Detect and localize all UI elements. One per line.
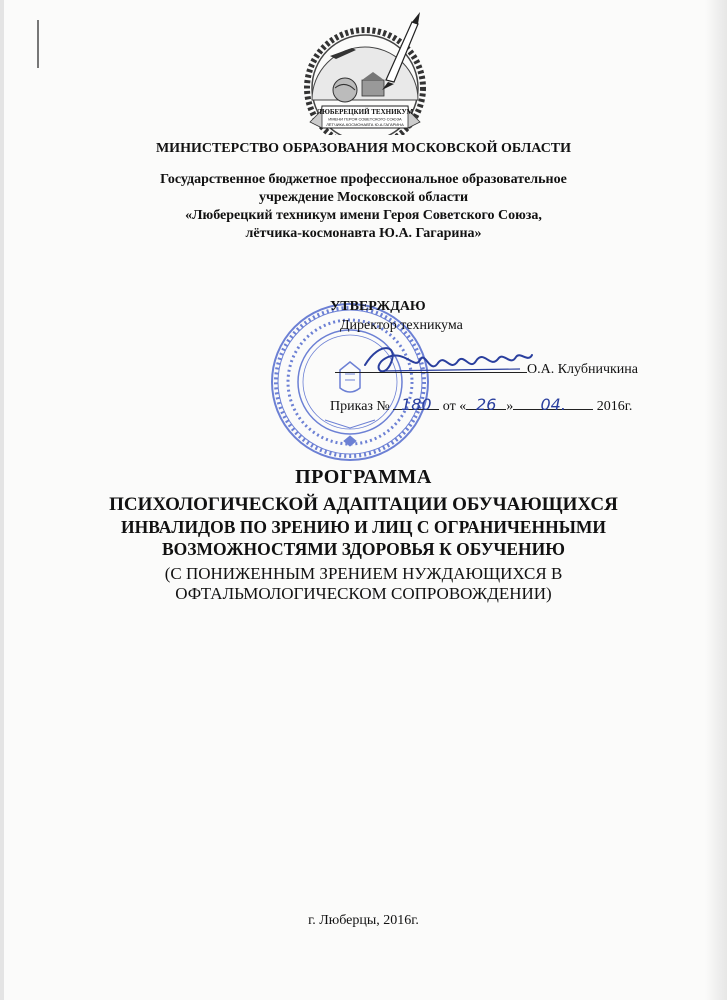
document-subtitle	[0, 494, 727, 560]
institution-line: «Люберецкий техникум имени Героя Советского Союза,	[185, 208, 542, 223]
order-year: 2016г.	[596, 399, 633, 414]
scan-mark	[37, 20, 39, 68]
order-month: 04.	[540, 395, 566, 414]
order-day: 26	[476, 395, 497, 414]
subtitle-line: ИНВАЛИДОВ ПО ЗРЕНИЮ И ЛИЦ С ОГРАНИЧЕННЫМИ	[120, 517, 607, 537]
director-name: О.А. Клубничкина	[527, 362, 639, 377]
order-number-field	[393, 395, 439, 414]
from-label: от «	[442, 399, 467, 414]
order-number: 180	[401, 395, 432, 414]
document-title: ПРОГРАММА	[295, 466, 432, 488]
place-year: г. Люберцы, 2016г.	[308, 913, 419, 928]
institution-line: лётчика-космонавта Ю.А. Гагарина»	[245, 226, 482, 241]
institution-name	[0, 171, 727, 243]
director-position: Директор техникума	[340, 318, 463, 333]
signature-line	[335, 358, 527, 373]
emblem-line-3: ЛЁТЧИКА-КОСМОНАВТА Ю.А.ГАГАРИНА	[326, 122, 404, 127]
order-row	[330, 395, 632, 415]
institution-line: учреждение Московской области	[258, 190, 469, 205]
month-separator: »	[506, 399, 514, 414]
note-line: (С ПОНИЖЕННЫМ ЗРЕНИЕМ НУЖДАЮЩИХСЯ В	[164, 564, 563, 583]
document-subtitle-note	[0, 564, 727, 604]
note-line: ОФТАЛЬМОЛОГИЧЕСКОМ СОПРОВОЖДЕНИИ)	[175, 584, 552, 603]
emblem-line-2: ИМЕНИ ГЕРОЯ СОВЕТСКОГО СОЮЗА	[328, 116, 402, 122]
order-label: Приказ №	[330, 399, 390, 414]
institution-line: Государственное бюджетное профессиональное образовательное	[160, 172, 567, 187]
day-field	[466, 395, 506, 414]
emblem-line-1: ЛЮБЕРЕЦКИЙ ТЕХНИКУМ	[316, 108, 414, 116]
ministry-heading: МИНИСТЕРСТВО ОБРАЗОВАНИЯ МОСКОВСКОЙ ОБЛАСТИ	[155, 141, 572, 156]
subtitle-line: ВОЗМОЖНОСТЯМИ ЗДОРОВЬЯ К ОБУЧЕНИЮ	[161, 539, 565, 559]
director-signature-row	[335, 358, 638, 378]
month-field	[513, 395, 593, 414]
technikum-emblem-icon	[290, 10, 440, 140]
approval-title: УТВЕРЖДАЮ	[330, 299, 426, 314]
subtitle-line: ПСИХОЛОГИЧЕСКОЙ АДАПТАЦИИ ОБУЧАЮЩИХСЯ	[109, 494, 618, 515]
